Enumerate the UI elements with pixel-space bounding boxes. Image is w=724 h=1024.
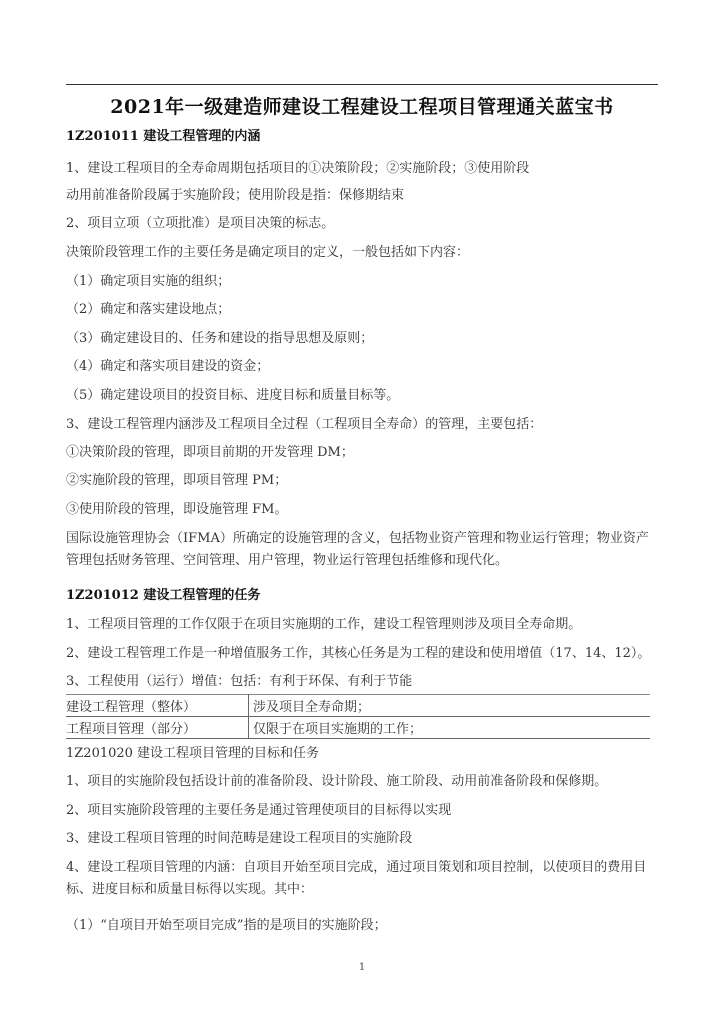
text-line: ②实施阶段的管理，即项目管理 PM； xyxy=(66,473,288,488)
table-cell: 工程项目管理（部分） xyxy=(66,717,249,739)
text-line: 1、项目的实施阶段包括设计前的准备阶段、设计阶段、施工阶段、动用前准备阶段和保修期。 xyxy=(66,774,608,789)
table-cell: 建设工程管理（整体） xyxy=(66,695,249,717)
section-heading: 1Z201012 建设工程管理的任务 xyxy=(66,588,261,603)
text-line: 决策阶段管理工作的主要任务是确定项目的定义，一般包括如下内容： xyxy=(66,245,470,260)
text-line: ①决策阶段的管理，即项目前期的开发管理 DM； xyxy=(66,445,354,460)
text-line: 3、工程使用（运行）增值：包括：有利于环保、有利于节能 xyxy=(66,674,413,689)
table-row xyxy=(66,695,650,717)
table-cell: 涉及项目全寿命期； xyxy=(249,695,651,717)
list-item: （1）“自项目开始至项目完成”指的是项目的实施阶段； xyxy=(66,918,387,933)
text-line: 3、建设工程管理内涵涉及工程项目全过程（工程项目全寿命）的管理，主要包括： xyxy=(66,417,543,432)
paragraph: 4、建设工程项目管理的内涵：自项目开始至项目完成，通过项目策划和项目控制，以使项目的费用目标、进度目标和质量目标得以实现。其中： xyxy=(66,860,647,897)
text-line: 动用前准备阶段属于实施阶段；使用阶段是指：保修期结束 xyxy=(66,188,405,203)
text-line: 1、工程项目管理的工作仅限于在项目实施期的工作，建设工程管理则涉及项目全寿命期。 xyxy=(66,617,582,632)
section-heading: 1Z201011 建设工程管理的内涵 xyxy=(66,129,261,144)
text-line: 1、建设工程项目的全寿命周期包括项目的①决策阶段；②实施阶段；③使用阶段 xyxy=(66,161,530,176)
list-item: （1）确定项目实施的组织； xyxy=(66,274,231,289)
page-number: 1 xyxy=(358,962,366,973)
list-item: （2）确定和落实建设地点； xyxy=(66,302,231,317)
paragraph: 国际设施管理协会（IFMA）所确定的设施管理的含义，包括物业资产管理和物业运行管理；物业资产管理包括财务管理、空间管理、用户管理，物业运行管理包括维修和现代化。 xyxy=(66,531,649,568)
document-title: 2021年一级建造师建设工程建设工程项目管理通关蓝宝书 xyxy=(110,96,614,118)
section-heading: 1Z201020 建设工程项目管理的目标和任务 xyxy=(66,746,320,761)
table-cell: 仅限于在项目实施期的工作； xyxy=(249,717,651,739)
list-item: （4）确定和落实项目建设的资金； xyxy=(66,359,270,374)
list-item: （5）确定建设项目的投资目标、进度目标和质量目标等。 xyxy=(66,388,400,403)
text-line: 2、项目实施阶段管理的主要任务是通过管理使项目的目标得以实现 xyxy=(66,803,452,818)
text-line: 2、项目立项（立项批准）是项目决策的标志。 xyxy=(66,216,335,231)
text-line: 2、建设工程管理工作是一种增值服务工作，其核心任务是为工程的建设和使用增值（17、14、12）。 xyxy=(66,646,651,661)
comparison-table xyxy=(66,694,650,739)
text-line: 3、建设工程项目管理的时间范畴是建设工程项目的实施阶段 xyxy=(66,831,413,846)
header-rule xyxy=(66,84,658,85)
table-row xyxy=(66,717,650,739)
text-line: ③使用阶段的管理，即设施管理 FM。 xyxy=(66,502,288,517)
list-item: （3）确定建设目的、任务和建设的指导思想及原则； xyxy=(66,331,374,346)
